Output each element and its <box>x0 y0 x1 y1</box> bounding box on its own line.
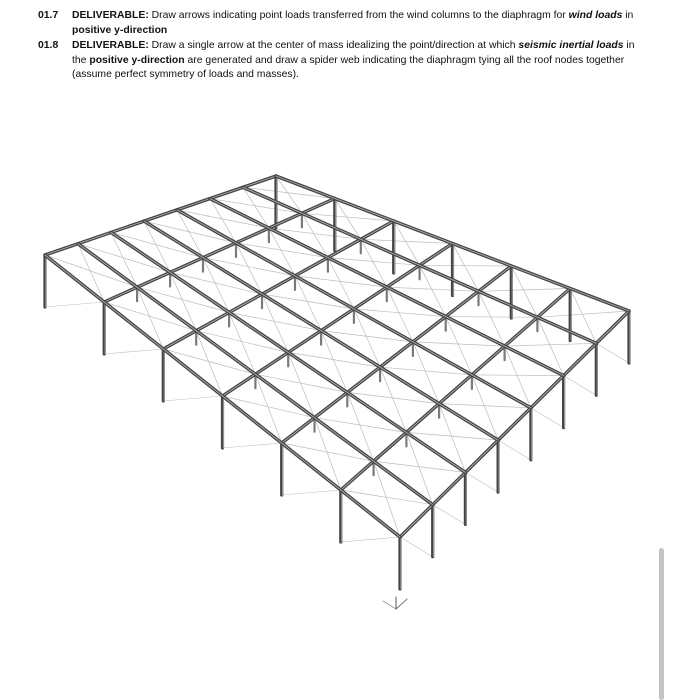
roof-brace <box>111 232 203 257</box>
roof-brace <box>420 265 512 266</box>
frame-columns <box>45 176 630 589</box>
wall-brace <box>104 349 163 354</box>
item-text: DELIVERABLE: Draw arrows indicating point loads transferred from the wind columns to the diaphragm for wind loads in positive y-direction <box>72 10 634 36</box>
roof-brace <box>144 221 236 243</box>
roof-brace <box>472 375 564 376</box>
item-number: 01.8 <box>38 40 59 51</box>
beam-highlight <box>341 289 570 491</box>
axis-triad-icon <box>383 597 407 609</box>
wall-brace <box>282 490 341 495</box>
wall-brace <box>564 376 597 396</box>
deliverable-label: DELIVERABLE: <box>72 10 149 21</box>
beam-highlight <box>243 187 596 343</box>
wall-brace <box>531 408 564 428</box>
emphasis-direction: positive y-direction <box>72 24 168 36</box>
wall-brace <box>45 302 104 307</box>
deliverable-label: DELIVERABLE: <box>72 40 149 51</box>
wall-brace <box>498 440 531 460</box>
roof-beams <box>45 176 629 537</box>
wall-brace <box>433 505 466 525</box>
wall-brace <box>341 537 400 542</box>
vertical-scrollbar[interactable] <box>659 548 664 700</box>
wall-brace <box>596 343 629 363</box>
deliverable-01-7 <box>38 9 638 38</box>
wall-brace <box>400 537 433 557</box>
beam-highlight <box>177 210 531 408</box>
item-text: DELIVERABLE: Draw a single arrow at the center of mass idealizing the point/direction at which seismic inertial loads in the positive y-direction are generated and draw a spider web indicating the diaphragm tying all the roof nodes together (assume perfect symmetry of loads and masses). <box>72 40 635 80</box>
item-number: 01.7 <box>38 10 59 21</box>
deliverable-01-8 <box>38 39 638 83</box>
emphasis-seismic-loads: seismic inertial loads <box>518 40 624 51</box>
wall-brace <box>223 443 282 448</box>
wall-brace <box>163 396 222 401</box>
emphasis-wind-loads: wind loads <box>568 10 623 21</box>
wall-brace <box>465 472 498 492</box>
axis-y <box>383 601 396 609</box>
axis-x <box>396 599 407 609</box>
structural-frame-figure <box>0 150 673 630</box>
emphasis-direction: positive y-direction <box>89 54 185 66</box>
roof-brace <box>137 287 229 312</box>
beam-highlight <box>400 311 629 537</box>
roof-brace <box>45 255 137 287</box>
roof-brace <box>446 317 538 318</box>
roof-brace <box>78 244 170 273</box>
roof-brace <box>104 302 196 331</box>
